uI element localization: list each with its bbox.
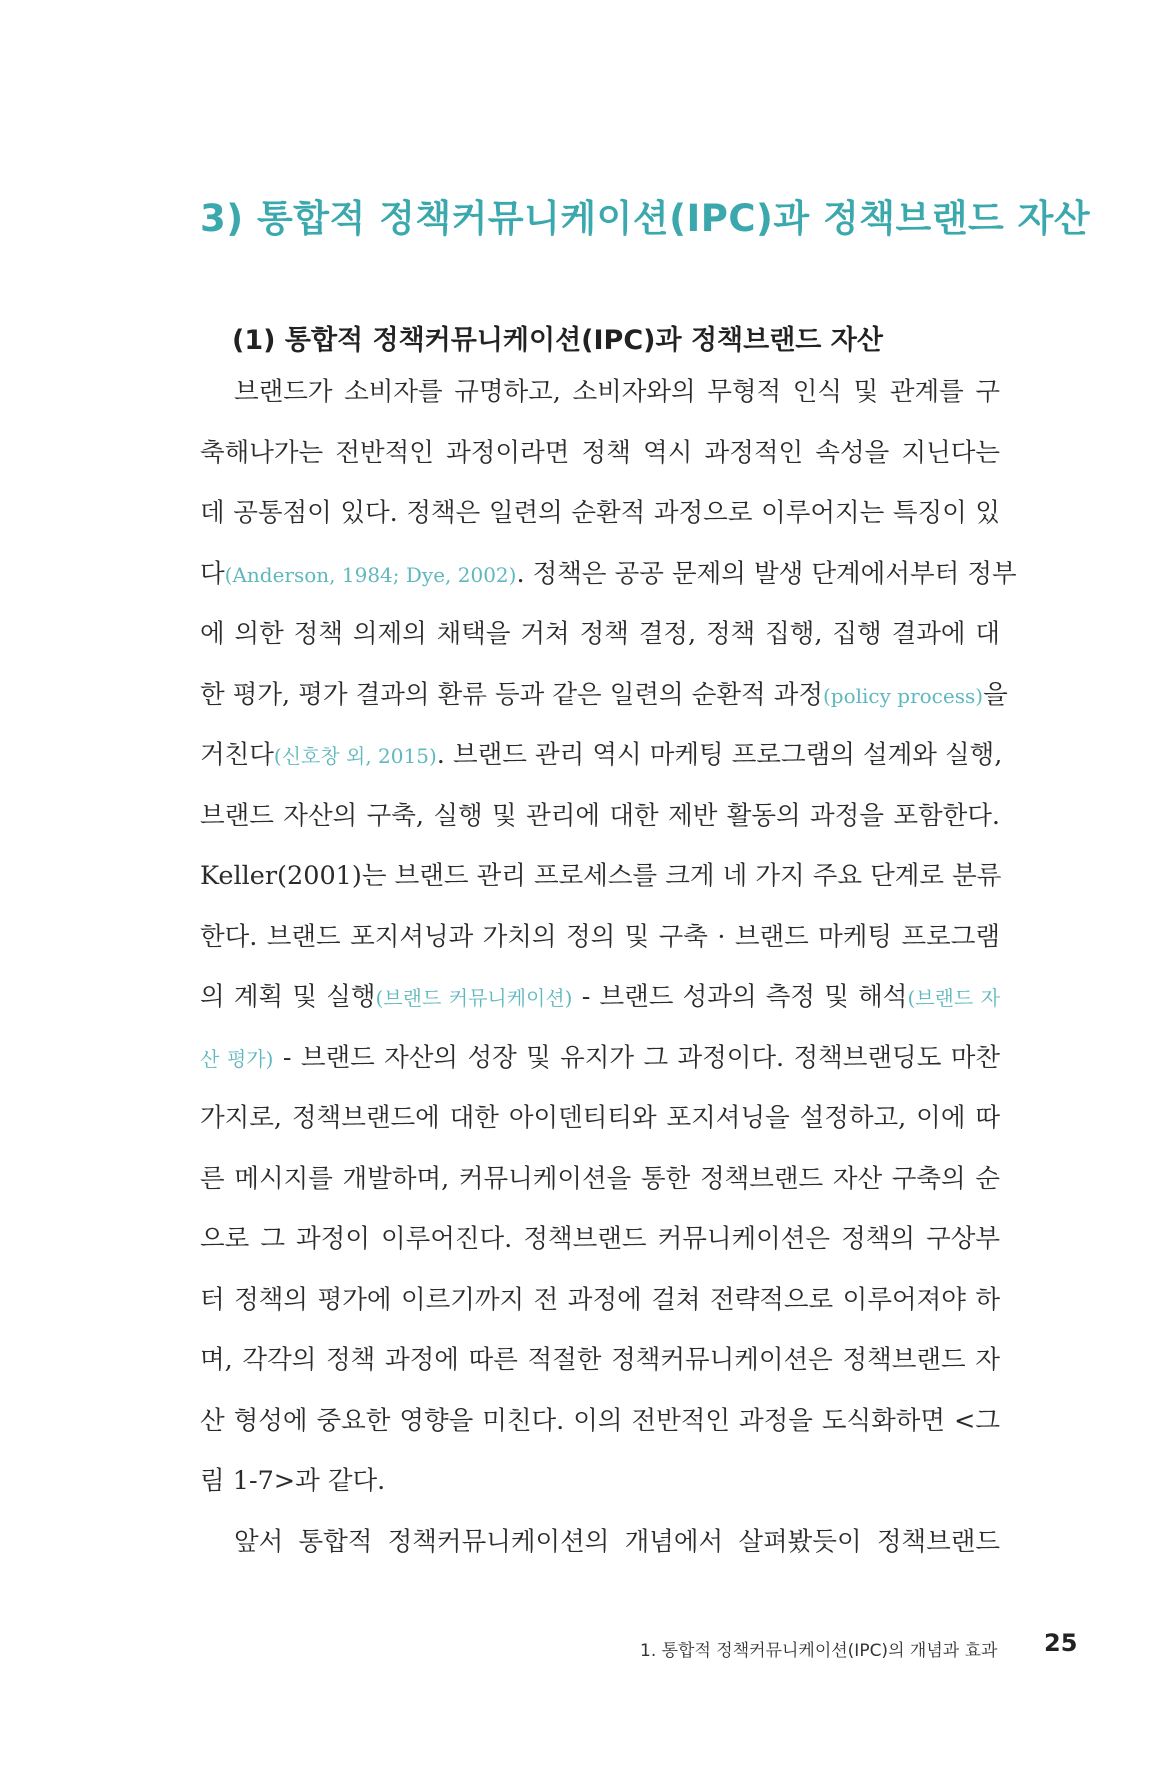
body-text [200,362,1017,1572]
text-run: - 브랜드 자산의 성장 및 유지가 그 과정이다. 정책브랜딩도 마찬 [273,1042,1000,1073]
citation: (브랜드 커뮤니케이션) [375,986,573,1010]
section-title: 3) 통합적 정책커뮤니케이션(IPC)과 정책브랜드 자산 [200,197,1091,240]
text-line [200,665,1008,726]
text-run: 의 계획 및 실행 [200,982,376,1012]
text-line [200,1028,1000,1089]
text-line [200,544,1017,605]
text-line: 브랜드가 소비자를 규명하고, 소비자와의 무형적 인식 및 관계를 구 [234,377,1000,407]
text-run: 거친다 [200,740,274,770]
citation: (신호창 외, 2015) [273,744,437,768]
page-number: 25 [1044,1629,1078,1657]
citation: 산 평가) [200,1046,274,1071]
text-line: 가지로, 정책브랜드에 대한 아이덴티티와 포지셔닝을 설정하고, 이에 따 [200,1103,1000,1133]
text-run: 다 [200,558,225,589]
text-line: 앞서 통합적 정책커뮤니케이션의 개념에서 살펴봤듯이 정책브랜드 [234,1526,1000,1557]
text-line: Keller(2001)는 브랜드 관리 프로세스를 크게 네 가지 주요 단계로 분류 [200,861,1002,891]
text-line: 른 메시지를 개발하며, 커뮤니케이션을 통한 정책브랜드 자산 구축의 순 [200,1163,1000,1194]
text-run: . 정책은 공공 문제의 발생 단계에서부터 정부 [516,558,1017,589]
text-run: 을 [983,679,1008,710]
text-line: 산 형성에 중요한 영향을 미친다. 이의 전반적인 과정을 도식화하면 <그 [200,1405,1000,1436]
text-line: 축해나가는 전반적인 과정이라면 정책 역시 과정적인 속성을 지닌다는 [200,437,1000,468]
text-line: 며, 각각의 정책 과정에 따른 적절한 정책커뮤니케이션은 정책브랜드 자 [200,1345,1000,1375]
text-line: 한다. 브랜드 포지셔닝과 가치의 정의 및 구축 · 브랜드 마케팅 프로그램 [200,921,1000,952]
text-line [200,725,1003,786]
text-line: 에 의한 정책 의제의 채택을 거쳐 정책 결정, 정책 집행, 집행 결과에 대 [200,619,1000,649]
text-line: 터 정책의 평가에 이르기까지 전 과정에 걸쳐 전략적으로 이루어져야 하 [200,1284,1000,1315]
citation: (브랜드 자 [907,986,1001,1010]
text-run: . 브랜드 관리 역시 마케팅 프로그램의 설계와 실행, [436,740,1003,770]
text-run: 한 평가, 평가 결과의 환류 등과 같은 일련의 순환적 과정 [200,679,823,710]
text-line: 림 1-7>과 같다. [200,1466,386,1496]
citation: (policy process) [822,683,984,708]
text-line: 으로 그 과정이 이루어진다. 정책브랜드 커뮤니케이션은 정책의 구상부 [200,1224,1000,1254]
text-line [200,967,1000,1028]
citation: (Anderson, 1984; Dye, 2002) [224,562,517,587]
subsection-title: (1) 통합적 정책커뮤니케이션(IPC)과 정책브랜드 자산 [232,325,883,356]
text-line: 브랜드 자산의 구축, 실행 및 관리에 대한 제반 활동의 과정을 포함한다. [200,800,1000,831]
running-footer: 1. 통합적 정책커뮤니케이션(IPC)의 개념과 효과 [640,1641,998,1661]
text-line: 데 공통점이 있다. 정책은 일련의 순환적 과정으로 이루어지는 특징이 있 [200,498,1000,528]
text-run: - 브랜드 성과의 측정 및 해석 [572,982,908,1012]
